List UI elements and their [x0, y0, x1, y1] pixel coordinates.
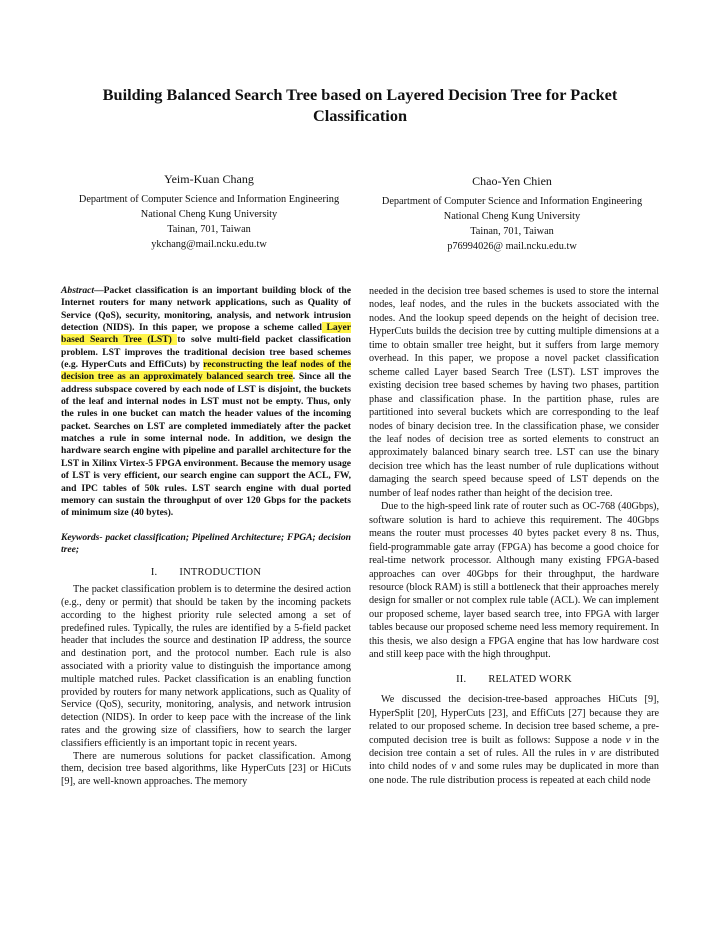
- keywords: [61, 532, 351, 557]
- author-block-1: [60, 172, 358, 252]
- body-paragraph-continued: needed in the decision tree based schemes is used to store the internal nodes, leaf nodes, and the rules in the buckets associated with the nodes. And the lookup speed depends on the height of decision tree. HyperCuts builds the decision tree by cutting multiple dimensions at a time to obtain smaller tree height, but it suffers from large memory overhead. In this paper, we propose a novel packet classification scheme called Layer based Search Tree (LST). LST improves the existing decision tree based schemes by having two phases, partition phase and classification phase. In the partition phase, rules are partitioned into several buckets which are corresponding to the leaf nodes of binary decision tree. In the classification phase, we consider the leaf nodes of decision tree as sorted elements to construct an approximately balanced binary search tree. LST can use the binary decision tree which has the least number of rule duplications without damaging the search speed because speed of LST depends on the number of leaf nodes rather than height of the decision tree.: [369, 286, 659, 499]
- section-number: I.: [150, 567, 158, 579]
- related-text-c: are distributed into child nodes of: [369, 747, 659, 773]
- abstract-text-1: Packet classification is an important building block of the Internet routers for many network applications, such as Quality of Service (QoS), security, monitoring, analysis, and network intrusion detection (NIDS). In this paper, we propose a scheme called: [61, 285, 351, 334]
- highlight-lst-name: Layer based Search Tree (LST): [61, 322, 351, 346]
- abstract-text-2: to solve multi-field packet classification problem. LST improves the traditional decision tree based schemes (e.g. HyperCuts and EffiCuts) by: [61, 334, 351, 371]
- section-title: INTRODUCTION: [179, 567, 262, 579]
- author-email: p76994026@ mail.ncku.edu.tw: [447, 241, 577, 252]
- section-heading-introduction: [61, 567, 351, 580]
- related-work-paragraph: [369, 693, 659, 787]
- section-title: RELATED WORK: [488, 673, 572, 685]
- section-number: II.: [456, 673, 467, 685]
- intro-paragraph-2: There are numerous solutions for packet classification. Among them, decision tree based algorithms, like HyperCuts [23] or HiCuts [9], are well-known approaches. The memory: [61, 750, 351, 788]
- related-text-a: We discussed the decision-tree-based approaches HiCuts [9], HyperSplit [20], HyperCuts [23], and EffiCuts [27] because they are related to our proposed scheme. In decision tree based scheme, a pre-computed decision tree is built as follows: Suppose a node: [369, 694, 659, 746]
- abstract-label: Abstract: [61, 285, 95, 296]
- author-name: Yeim-Kuan Chang: [164, 172, 254, 186]
- var-v: v: [590, 747, 596, 759]
- abstract: [61, 285, 351, 520]
- section-heading-related-work: [369, 673, 659, 686]
- author-email: ykchang@mail.ncku.edu.tw: [151, 239, 267, 250]
- related-text-b: in the decision tree contain a set of rules. All the rules in: [369, 734, 659, 759]
- highlight-balanced-search-tree: reconstructing the leaf nodes of the decision tree as an approximately balanced search tree: [61, 359, 351, 383]
- paper-title: Building Balanced Search Tree based on Layered Decision Tree for Packet Classification: [102, 85, 618, 125]
- intro-paragraph-1: The packet classification problem is to determine the desired action (e.g., deny or permit) that should be taken by the incoming packets according to the highest priority rule selected among a set of predefined rules. Typically, the rules are identified by a 5-field packet header that includes the source and destination IP address, the source and destination port, and the protocol number. Each rule is also associated with a priority value to distinguish the importance among multiple matched rules. Packet classification is an enabling function provided by routers for many network applications, such as Quality of Service (QoS), security, monitoring, analysis, and network intrusion detection (NIDS). In order to keep pace with the increase of the link rates and the growing size of classifiers, how to search the larger classifiers efficiently is an important topic in recent years.: [61, 584, 351, 749]
- keywords-label: Keywords-: [61, 531, 103, 543]
- right-column: [369, 285, 659, 787]
- author-university: National Cheng Kung University: [443, 211, 581, 222]
- var-v: v: [625, 734, 631, 746]
- author-city: Tainan, 701, Taiwan: [167, 224, 251, 235]
- author-city: Tainan, 701, Taiwan: [470, 226, 554, 237]
- abstract-dash: —: [94, 285, 104, 296]
- author-department: Department of Computer Science and Information Engineering: [78, 194, 340, 205]
- body-paragraph-fpga: Due to the high-speed link rate of router such as OC-768 (40Gbps), software solution is hard to achieve this requirement. The 40Gbps means the router must processes 40 bytes packet every 8 ns. Thus, field-programmable gate array (FPGA) has become a good choice for real-time network processor. Although many existing FPGA-based approaches can over 40Gbps for their throughput, the hardware resource (block RAM) is still a bottleneck that their approaches merely design for smaller or not complex rule table (ACL). We can implement our proposed scheme, layer based search tree, into FPGA with larger tables because our proposed scheme need less memory requirement. In this thesis, we also design a FPGA engine that has low hardware cost and still keep pace with the high throughput.: [369, 501, 659, 661]
- author-name: Chao-Yen Chien: [472, 174, 552, 188]
- keywords-text: packet classification; Pipelined Architecture; FPGA; decision tree;: [61, 531, 351, 555]
- var-v: v: [451, 761, 456, 773]
- related-text-d: and some rules may be duplicated in more than one node. The rule distribution process is repeated at each child node: [369, 761, 660, 786]
- left-column: [61, 285, 351, 789]
- abstract-text-3: . Since all the address subspace covered by each node of LST is disjoint, the buckets of the leaf and internal nodes in LST must not be empty. Thus, only the rules in one bucket can match the header values of the incoming packet. Searches on LST are completed immediately after the packet matches a rule in some internal node. In addition, we design the hardware search engine with pipeline and parallel architecture for the LST in Xilinx Virtex-5 FPGA environment. Because the memory usage of LST is very efficient, our search engine can support the ACL, FW, and IPC tables of 50k rules. LST search engine with dual ported memory can sustain the throughput of over 120 Gbps for the packets of minimum size (40 bytes).: [61, 371, 351, 519]
- author-block-2: [363, 174, 661, 254]
- author-department: Department of Computer Science and Information Engineering: [381, 196, 643, 207]
- author-university: National Cheng Kung University: [140, 209, 278, 220]
